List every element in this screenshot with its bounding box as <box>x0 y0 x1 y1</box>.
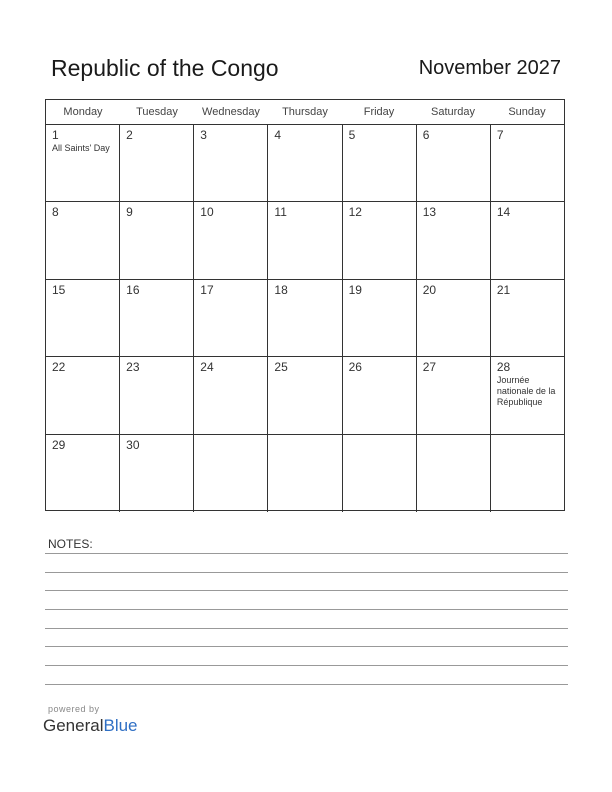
day-cell <box>120 202 194 278</box>
day-number: 5 <box>348 128 356 142</box>
weekday-label: Tuesday <box>136 106 178 118</box>
notes-line <box>45 646 568 647</box>
day-cell <box>46 280 120 356</box>
day-number: 29 <box>52 437 66 452</box>
day-number: 21 <box>496 282 511 297</box>
weekday-label: Saturday <box>430 106 476 118</box>
day-cell <box>343 125 417 201</box>
day-number: 9 <box>126 205 133 220</box>
day-number: 19 <box>348 282 362 297</box>
day-cell <box>343 435 417 512</box>
notes-label: NOTES: <box>48 537 93 551</box>
day-cell <box>417 125 491 201</box>
weekday-header <box>46 100 564 125</box>
day-cell <box>343 280 417 356</box>
day-cell <box>120 280 194 356</box>
brand-general: General <box>43 716 104 735</box>
day-number: 15 <box>52 282 66 297</box>
day-cell <box>194 202 268 278</box>
day-cell <box>343 202 417 278</box>
day-cell <box>46 435 120 512</box>
day-number: 18 <box>274 282 288 297</box>
day-number: 26 <box>348 360 362 375</box>
day-number: 11 <box>274 205 287 220</box>
day-cell <box>417 357 491 433</box>
day-cell <box>491 125 564 201</box>
day-number: 22 <box>52 360 66 375</box>
day-number: 20 <box>422 282 437 297</box>
day-cell <box>491 357 564 433</box>
holiday-label: Journée nationale de la République <box>496 375 556 408</box>
weekday-label: Monday <box>63 106 103 118</box>
day-number: 24 <box>200 360 214 375</box>
notes-line <box>45 572 568 573</box>
day-number: 10 <box>200 205 214 220</box>
brand-blue: Blue <box>103 716 138 735</box>
calendar-week-row <box>46 280 564 357</box>
day-number: 23 <box>126 360 140 375</box>
day-number: 1 <box>52 128 59 142</box>
day-cell <box>194 435 268 512</box>
day-cell <box>268 202 342 278</box>
day-cell <box>120 357 194 433</box>
notes-line <box>45 590 568 591</box>
weekday-label: Thursday <box>282 106 328 118</box>
day-cell <box>268 125 342 201</box>
page-title: Republic of the Congo <box>51 55 279 81</box>
weekday-label: Friday <box>363 106 395 118</box>
day-cell <box>417 435 491 512</box>
day-cell <box>268 357 342 433</box>
day-cell <box>268 280 342 356</box>
calendar-week-row <box>46 357 564 434</box>
holiday-label: All Saints' Day <box>52 143 110 153</box>
calendar-week-row <box>46 202 564 279</box>
day-number: 13 <box>422 205 437 220</box>
day-number: 3 <box>200 128 207 142</box>
day-cell <box>491 435 564 512</box>
day-number: 25 <box>274 360 288 375</box>
day-number: 2 <box>126 128 133 142</box>
day-number: 12 <box>348 205 362 220</box>
calendar-grid <box>45 99 565 511</box>
month-title: November 2027 <box>418 57 561 79</box>
day-cell <box>417 202 491 278</box>
notes-line <box>45 553 568 554</box>
weekday-label: Sunday <box>508 106 546 118</box>
day-cell <box>120 435 194 512</box>
day-number: 8 <box>52 205 59 220</box>
day-cell <box>46 125 120 201</box>
day-cell <box>46 202 120 278</box>
day-cell <box>120 125 194 201</box>
weekday-label: Wednesday <box>202 106 260 118</box>
day-cell <box>343 357 417 433</box>
day-number: 27 <box>422 360 437 375</box>
day-cell <box>491 280 564 356</box>
day-cell <box>417 280 491 356</box>
notes-line <box>45 665 568 666</box>
day-number: 14 <box>496 205 511 220</box>
powered-by-text: powered by <box>48 704 100 714</box>
day-number: 17 <box>200 282 214 297</box>
day-number: 30 <box>126 437 140 452</box>
notes-line <box>45 609 568 610</box>
day-number: 7 <box>496 128 504 142</box>
day-number: 16 <box>126 282 140 297</box>
day-cell <box>194 125 268 201</box>
day-cell <box>268 435 342 512</box>
day-number: 28 <box>496 360 511 375</box>
notes-line <box>45 684 568 685</box>
calendar-week-row <box>46 125 564 202</box>
day-cell <box>46 357 120 433</box>
brand-logo <box>43 716 138 736</box>
day-number: 4 <box>274 128 282 142</box>
day-cell <box>194 357 268 433</box>
notes-line <box>45 628 568 629</box>
calendar-weeks <box>46 125 564 512</box>
calendar-week-row <box>46 435 564 512</box>
day-cell <box>491 202 564 278</box>
day-cell <box>194 280 268 356</box>
day-number: 6 <box>422 128 430 142</box>
